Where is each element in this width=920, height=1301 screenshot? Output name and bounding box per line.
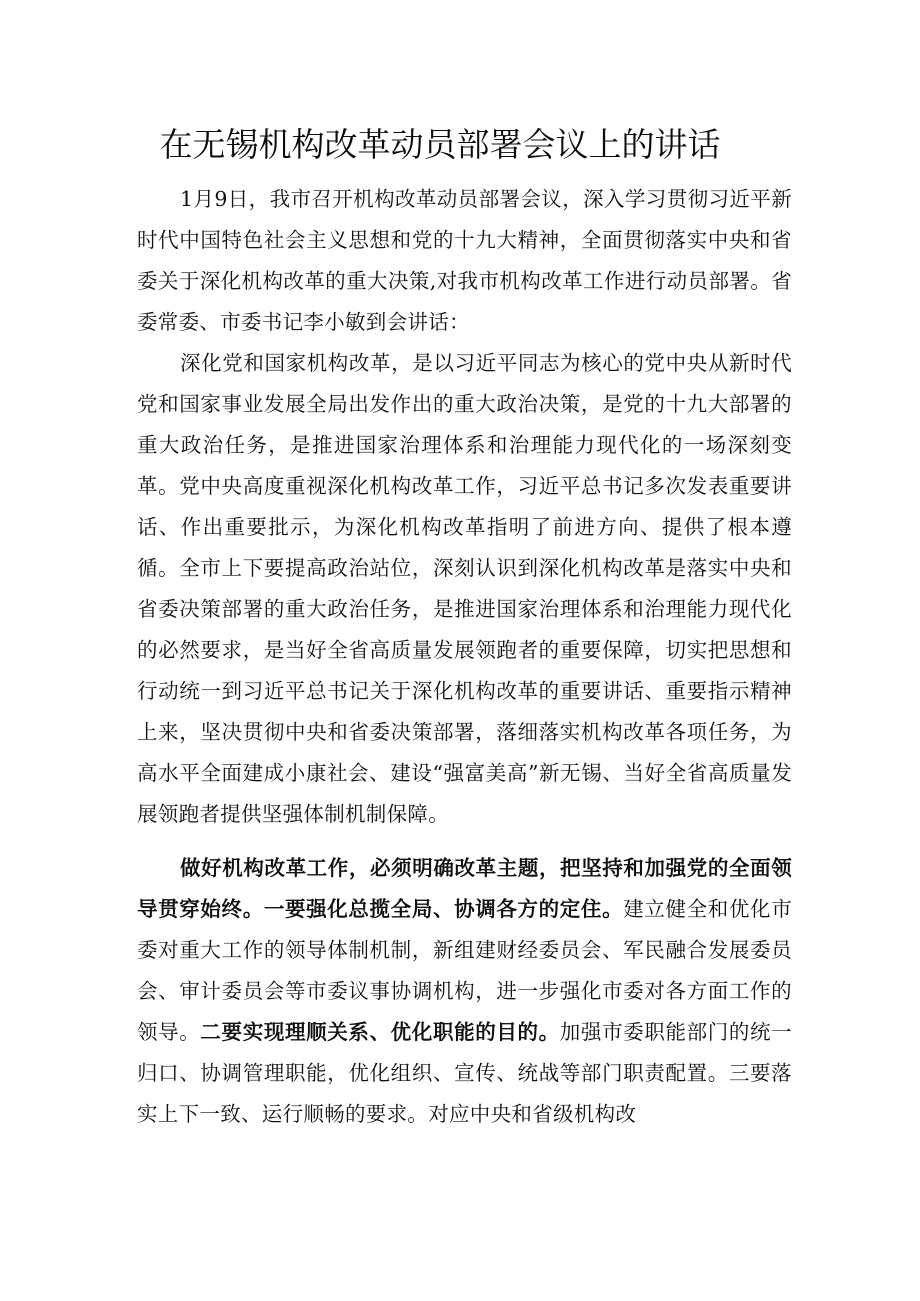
paragraph-text: 1月9日，我市召开机构改革动员部署会议，深入学习贯彻习近平新时代中国特色社会主义思想和党的十九大精神，全面贯彻落实中央和省委关于深化机构改革的重大决策,对我市机构改革工作进行动员部署。省委常委、市委书记李小敏到会讲话：: [137, 187, 792, 334]
page-title: 在无锡机构改革动员部署会议上的讲话: [159, 125, 721, 164]
paragraph-text: 建立健全和优化市委对重大工作的领导体制机制，新组建财经委员会、军民融合发展委员会、审计委员会等市委议事协调机构，进一步强化市委对各方面工作的领导。: [137, 897, 792, 1044]
paragraph-significance: [137, 343, 792, 835]
paragraph-theme: [137, 848, 792, 1135]
paragraph-intro: [137, 179, 792, 343]
paragraph-text: 深化党和国家机构改革，是以习近平同志为核心的党中央从新时代党和国家事业发展全局出发作出的重大政治决策，是党的十九大部署的重大政治任务，是推进国家治理体系和治理能力现代化的一场深刻变革。党中央高度重视深化机构改革工作，习近平总书记多次发表重要讲话、作出重要批示，为深化机构改革指明了前进方向、提供了根本遵循。全市上下要提高政治站位，深刻认识到深化机构改革是落实中央和省委决策部署的重大政治任务，是推进国家治理体系和治理能力现代化的必然要求，是当好全省高质量发展领跑者的重要保障，切实把思想和行动统一到习近平总书记关于深化机构改革的重要讲话、重要指示精神上来，坚决贯彻中央和省委决策部署，落细落实机构改革各项任务，为高水平全面建成小康社会、建设“强富美高”新无锡、当好全省高质量发展领跑者提供坚强体制机制保障。: [137, 351, 792, 826]
document-body: [137, 179, 792, 1135]
paragraph-text: 加强市委职能部门的统一归口、协调管理职能，优化组织、宣传、统战等部门职责配置。三要落实上下一致、运行顺畅的要求。对应中央和省级机构改: [137, 1020, 792, 1126]
bold-heading-text: 二要实现理顺关系、优化职能的目的。: [200, 1020, 560, 1044]
bold-heading-text: 做好机构改革工作，必须明确改革主题，把坚持和加强党的全面领导贯穿始终。一要强化总揽全局、协调各方的定住。: [137, 856, 792, 921]
